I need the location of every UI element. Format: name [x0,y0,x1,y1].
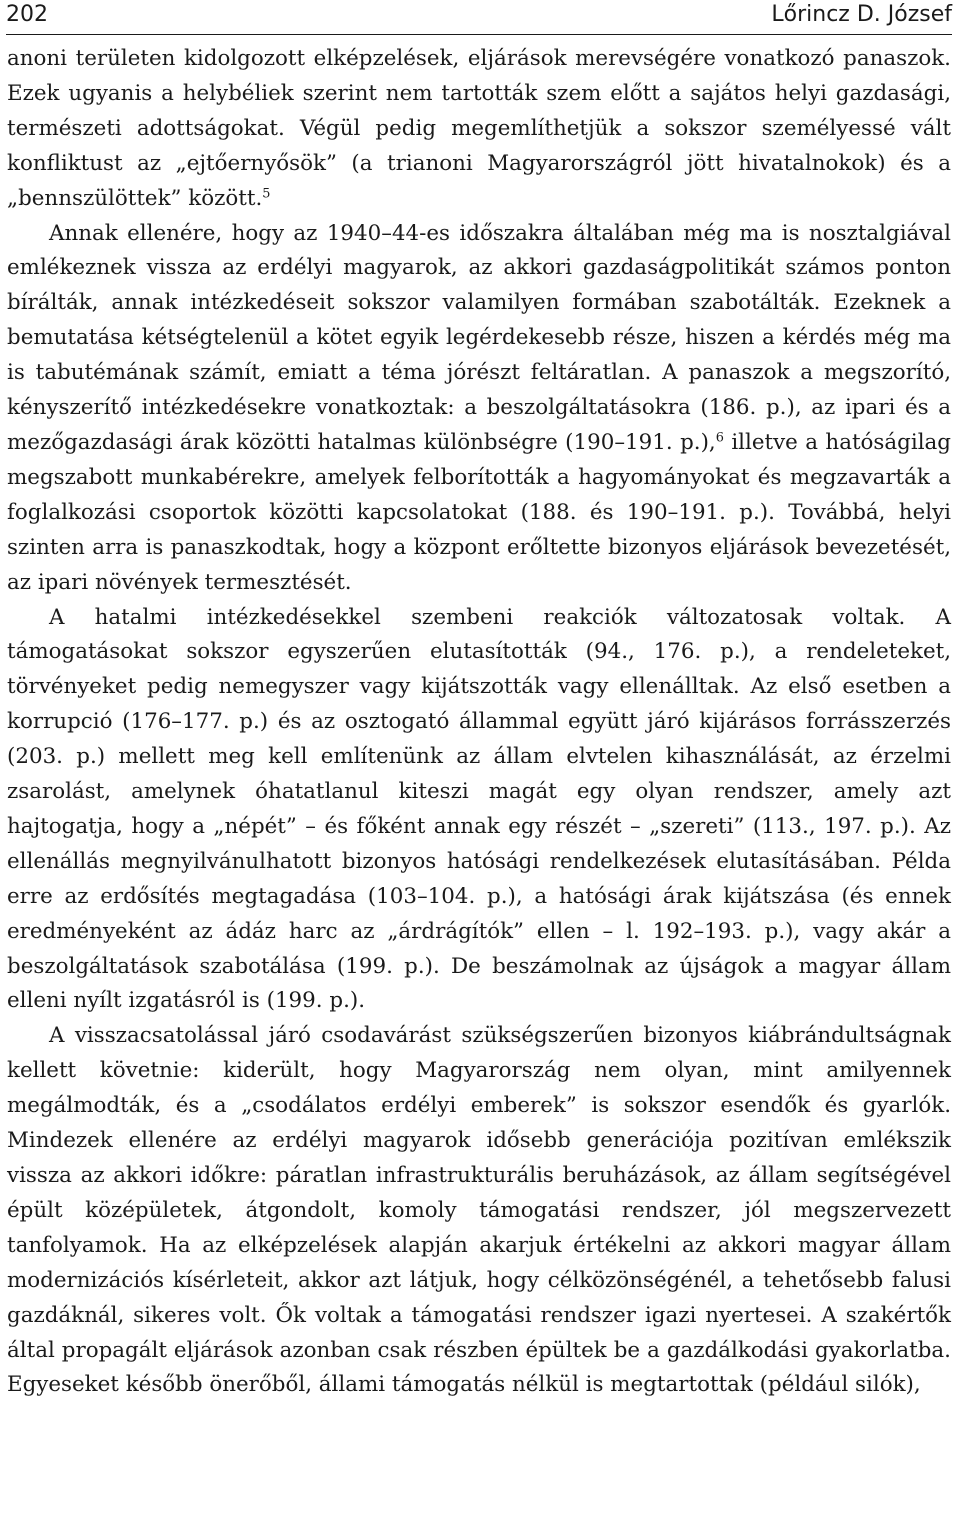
paragraph-text: A visszacsatolással járó csodavárást szükségszerűen bizonyos kiábrándultságnak kellett követnie: kiderült, hogy Magyarország nem olyan, mint amilyennek megálmodták, és a „csodálatos erdélyi emberek” is sokszor esendők és gyarlók. Mindezek ellenére az erdélyi magyarok idősebb generációja pozitívan emlékszik vissza az akkori időkre: páratlan infrastrukturális beruházások, az állam segítségével épült középületek, átgondolt, komoly támogatási rendszer, jól megszervezett tanfolyamok. Ha az elképzelések alapján akarjuk értékelni az akkori magyar állam modernizációs kísérleteit, akkor azt látjuk, hogy célközönségénél, a tehetősebb falusi gazdáknál, sikeres volt. Ők voltak a támogatási rendszer igazi nyertesei. A szakértők által propagált eljárások azonban csak részben épültek be a gazdálkodási gyakorlatba. Egyeseket később önerőből, állami támogatás nélkül is megtartottak (például silók), [7,1023,951,1398]
paragraph-text: A hatalmi intézkedésekkel szembeni reakciók változatosak voltak. A támogatásokat sokszor egyszerűen elutasították (94., 176. p.), a rendeleteket, törvényeket pedig nemegyszer vagy kijátszották vagy ellenálltak. Az első esetben a korrupció (176–177. p.) és az osztogató állammal együtt járó kijárásos forrásszerzés (203. p.) mellett meg kell említenünk az állam elvtelen kihasználását, az érzelmi zsarolást, amelynek óhatatlanul kiteszi magát egy olyan rendszer, amely azt hajtogatja, hogy a „népét” – és főként annak egy részét – „szereti” (113., 197. p.). Az ellenállás megnyilvánulhatott bizonyos hatósági rendelkezések elutasításában. Példa erre az erdősítés megtagadása (103–104. p.), a hatósági árak kijátszása (és ennek eredményeként az ádáz harc az „árdrágítók” ellen – l. 192–193. p.), vagy akár a beszolgáltatások szabotálása (199. p.). De beszámolnak az újságok a magyar állam elleni nyílt izgatásról is (199. p.). [7,604,951,1014]
paragraph-4 [7,1019,951,1403]
paragraph-text: illetve a hatóságilag megszabott munkabérekre, amelyek felborították a hagyományokat és megzavarták a foglalkozási csoportok közötti kapcsolatokat (188. és 190–191. p.). Továbbá, helyi szinten arra is panaszkodtak, hogy a központ erőltette bizonyos eljárások bevezetését, az ipari növények termesztését. [7,429,951,595]
page-number: 202 [6,2,48,27]
body-text [7,42,951,1403]
paragraph-3 [7,601,951,1020]
header-rule [6,34,952,35]
footnote-marker: 6 [715,430,724,446]
paragraph-text: anoni területen kidolgozott elképzelések, eljárások merevségére vonatkozó panaszok. Ezek ugyanis a helybéliek szerint nem tartották szem előtt a sajátos helyi gazdasági, természeti adottságokat. Végül pedig megemlíthetjük a sokszor személyessé vált konfliktust az „ejtőernyősök” (a trianoni Magyarországról jött hivatalnokok) és a „bennszülöttek” között. [7,46,951,211]
running-head-author: Lőrincz D. József [771,2,952,27]
running-header [6,0,952,34]
paragraph-1 [7,42,951,217]
paragraph-2 [7,217,951,601]
paragraph-text: Annak ellenére, hogy az 1940–44-es időszakra általában még ma is nosztalgiával emlékeznek vissza az erdélyi magyarok, az akkori gazdaságpolitikát számos ponton bírálták, annak intézkedéseit sokszor valamilyen formában szabotálták. Ezeknek a bemutatása kétségtelenül a kötet egyik legérdekesebb része, hiszen a kérdés még ma is tabutémának számít, emiatt a téma jórészt feltáratlan. A panaszok a megszorító, kényszerítő intézkedésekre vonatkoztak: a beszolgáltatásokra (186. p.), az ipari és a mezőgazdasági árak közötti hatalmas különbségre (190–191. p.), [7,220,951,455]
footnote-marker: 5 [262,185,271,201]
